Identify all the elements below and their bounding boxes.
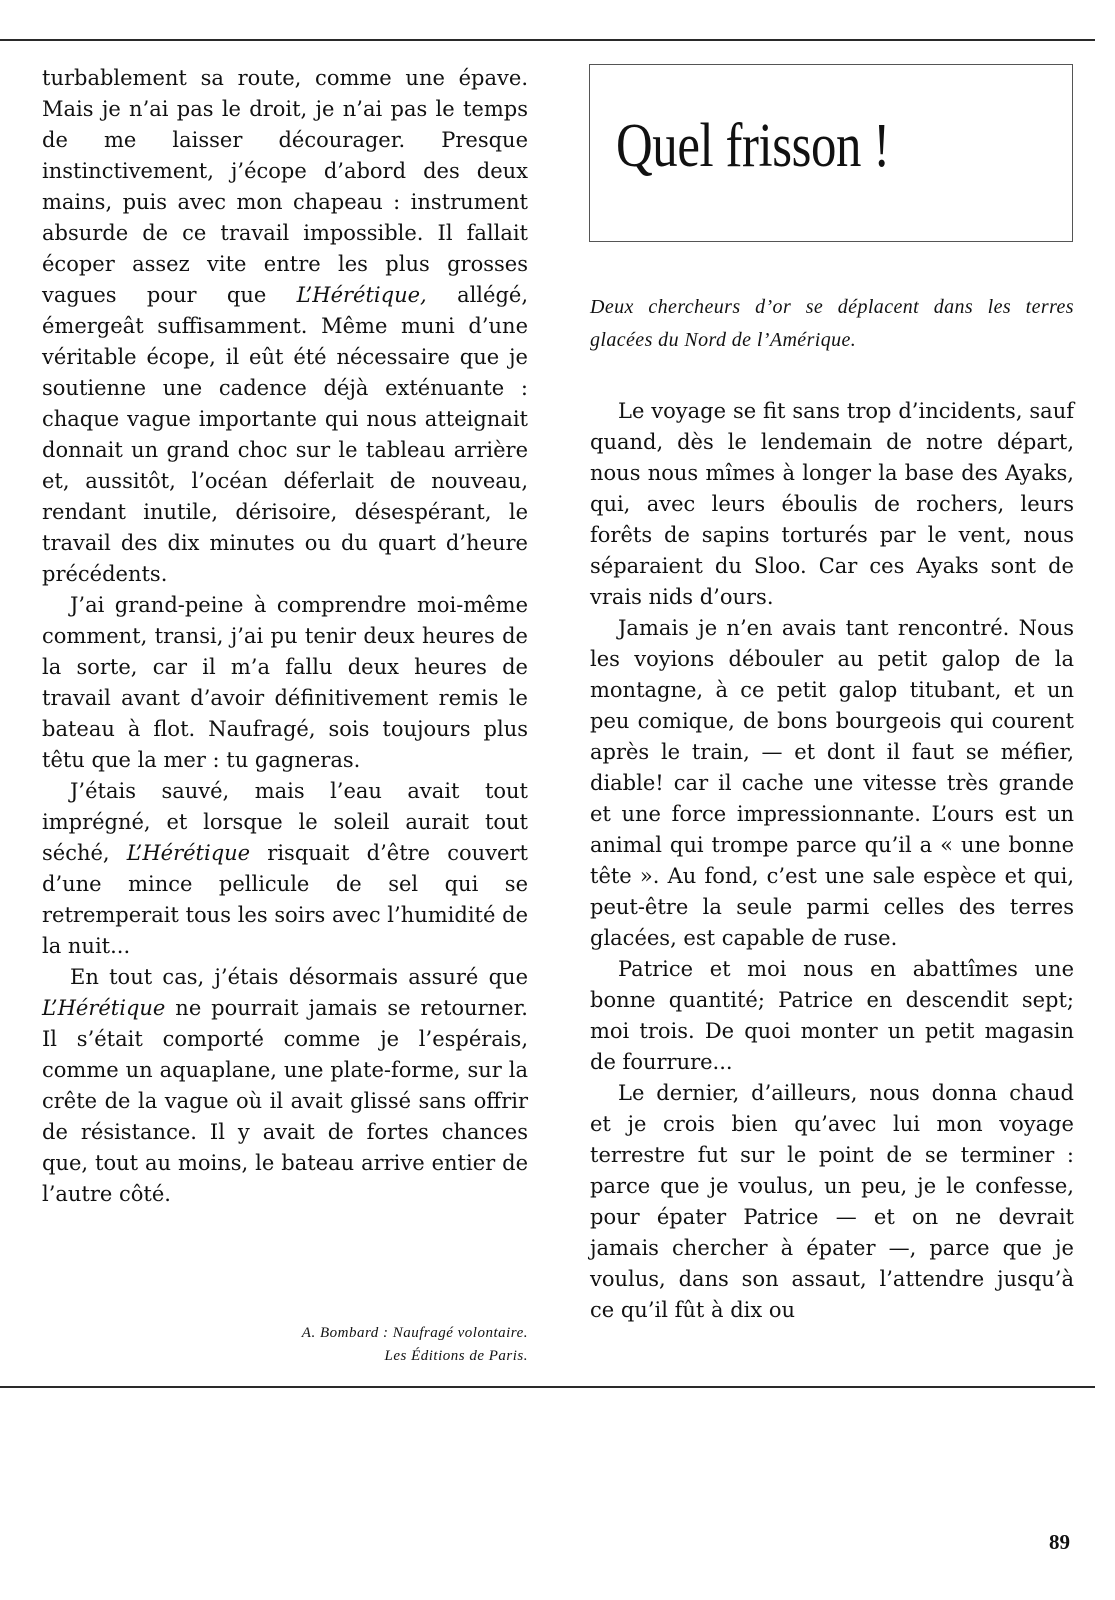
page-number: 89 [1049, 1530, 1070, 1554]
italic-title: L’Hérétique [42, 996, 166, 1020]
right-paragraph-3: Patrice et moi nous en abattîmes une bonne quantité; Patrice en descendit sept; moi trois. De quoi monter un petit magasin de fourrure... [590, 957, 1074, 1074]
right-column-text [590, 396, 1074, 1326]
left-paragraph-2: J’ai grand-peine à comprendre moi-même comment, transi, j’ai pu tenir deux heures de la sorte, car il m’a fallu deux heures de travail avant d’avoir définitivement remis le bateau à flot. Naufragé, sois toujours plus têtu que la mer : tu gagneras. [42, 593, 528, 772]
left-paragraph-4: En tout cas, j’étais désormais assuré que L’Hérétique ne pourrait jamais se retourner. Il s’était comporté comme je l’espérais, comme un aquaplane, une plate-forme, sur la crête de la vague où il avait glissé sans offrir de résistance. Il y avait de fortes chances que, tout au moins, le bateau arrive entier de l’autre côté. [42, 965, 528, 1206]
source-line-2: Les Éditions de Paris. [384, 1348, 528, 1364]
left-paragraph-1: turbablement sa route, comme une épave. Mais je n’ai pas le droit, je n’ai pas le temps de me laisser décourager. Presque instinctivement, j’écope d’abord des deux mains, puis avec mon chapeau : instrument absurde de ce travail impossible. Il fallait écoper assez vite entre les plus grosses vagues pour que L’Hérétique, allégé, émergeât suffisamment. Même muni d’une véritable écope, il eût été nécessaire que je soutienne une cadence déjà exténuante : chaque vague importante qui nous atteignait donnait un grand choc sur le tableau arrière et, aussitôt, l’océan déferlait de nouveau, rendant inutile, dérisoire, désespérant, le travail des dix minutes ou du quart d’heure précédents. [42, 66, 528, 586]
source-citation [42, 1322, 528, 1368]
article-title: Quel frisson ! [616, 112, 890, 180]
right-paragraph-1: Le voyage se fit sans trop d’incidents, sauf quand, dès le lendemain de notre départ, nous nous mîmes à longer la base des Ayaks, qui, avec leurs éboulis de rochers, leurs forêts de sapins torturés par le vent, nous séparaient du Sloo. Car ces Ayaks sont de vrais nids d’ours. [590, 399, 1074, 609]
source-line-1: A. Bombard : Naufragé volontaire. [301, 1325, 528, 1341]
top-rule [0, 39, 1095, 41]
left-column-text [42, 63, 528, 1210]
bottom-rule [0, 1386, 1095, 1388]
lede-text: Deux chercheurs d’or se déplacent dans les terres glacées du Nord de l’Amérique. [590, 296, 1074, 351]
title-box [589, 64, 1073, 242]
right-paragraph-2: Jamais je n’en avais tant rencontré. Nous les voyions débouler au petit galop de la montagne, à ce petit galop titubant, et un peu comique, de bons bourgeois qui courent après le train, — et dont il faut se méfier, diable! car il cache une vitesse très grande et une force impressionnante. L’ours est un animal qui trompe parce qu’il a « une bonne tête ». Au fond, c’est une sale espèce et qui, peut-être la seule parmi celles des terres glacées, est capable de ruse. [590, 616, 1074, 950]
left-paragraph-3: J’étais sauvé, mais l’eau avait tout imprégné, et lorsque le soleil aurait tout séché, L’Hérétique risquait d’être couvert d’une mince pellicule de sel qui se retremperait tous les soirs avec l’humidité de la nuit... [42, 779, 528, 958]
italic-title: L’Hérétique, [296, 283, 427, 307]
right-paragraph-4: Le dernier, d’ailleurs, nous donna chaud et je crois bien qu’avec lui mon voyage terrestre fut sur le point de se terminer : parce que je voulus, un peu, je le confesse, pour épater Patrice — et on ne devrait jamais chercher à épater —, parce que je voulus, dans son assaut, l’attendre jusqu’à ce qu’il fût à dix ou [590, 1081, 1074, 1322]
italic-title: L’Hérétique [126, 841, 251, 865]
